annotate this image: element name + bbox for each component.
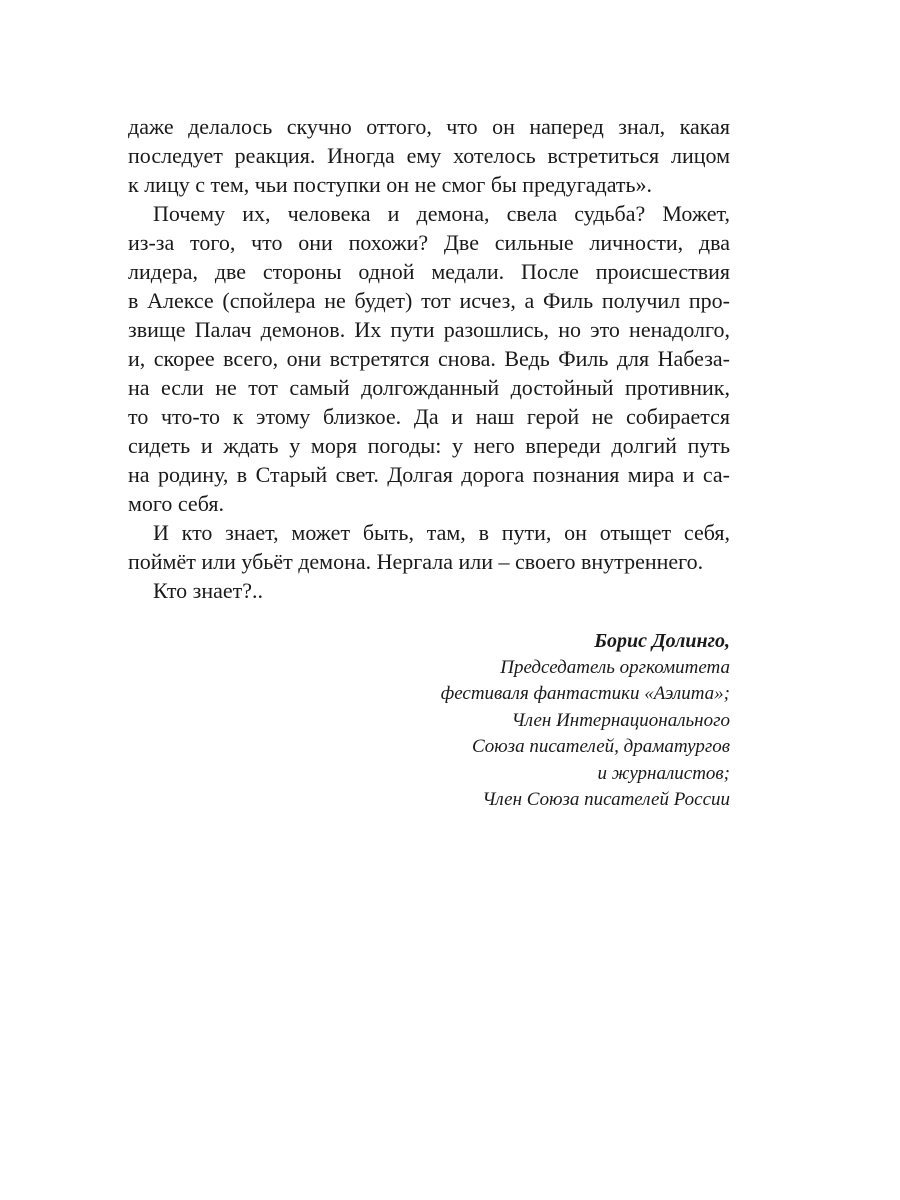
- author-title: фестиваля фантастики «Аэлита»;: [440, 683, 730, 704]
- text-line: на родину, в Старый свет. Долгая дорога познания мира и са-: [128, 462, 730, 487]
- paragraph-4: [128, 576, 730, 605]
- paragraph-1: [128, 112, 730, 199]
- text-line: звище Палач демонов. Их пути разошлись, но это ненадолго,: [128, 317, 730, 342]
- author-title: Член Союза писателей России: [482, 789, 730, 810]
- text-line: на если не тот самый долгожданный достойный противник,: [128, 375, 730, 400]
- author-title: Член Интернационального: [511, 709, 730, 731]
- body-text: [128, 112, 730, 605]
- author-title: Председатель оргкомитета: [500, 656, 730, 678]
- author-name: Борис Долинго,: [594, 630, 730, 652]
- text-line: и, скорее всего, они встретятся снова. Ведь Филь для Набеза-: [128, 346, 730, 371]
- text-line: даже делалось скучно оттого, что он наперед знал, какая: [128, 114, 730, 139]
- author-title: и журналистов;: [597, 762, 730, 784]
- paragraph-3: [128, 518, 730, 576]
- text-line: поймёт или убьёт демона. Нергала или – своего внутреннего.: [128, 549, 704, 574]
- author-title: Союза писателей, драматургов: [471, 736, 730, 757]
- text-line: в Алексе (спойлера не будет) тот исчез, а Филь получил про-: [128, 288, 730, 313]
- signature-block: [250, 628, 730, 814]
- text-line: к лицу с тем, чьи поступки он не смог бы предугадать».: [128, 172, 653, 197]
- text-line: лидера, две стороны одной медали. После происшествия: [128, 259, 730, 284]
- text-line: сидеть и ждать у моря погоды: у него впереди долгий путь: [128, 433, 730, 458]
- text-line: Почему их, человека и демона, свела судьба? Может,: [153, 201, 730, 226]
- text-line: из-за того, что они похожи? Две сильные личности, два: [128, 230, 730, 255]
- text-line: то что-то к этому близкое. Да и наш герой не собирается: [128, 404, 730, 429]
- text-line: Кто знает?..: [153, 578, 264, 603]
- paragraph-2: [128, 199, 730, 518]
- text-line: мого себя.: [128, 491, 224, 516]
- text-line: И кто знает, может быть, там, в пути, он отыщет себя,: [153, 520, 730, 545]
- text-line: последует реакция. Иногда ему хотелось встретиться лицом: [128, 143, 730, 168]
